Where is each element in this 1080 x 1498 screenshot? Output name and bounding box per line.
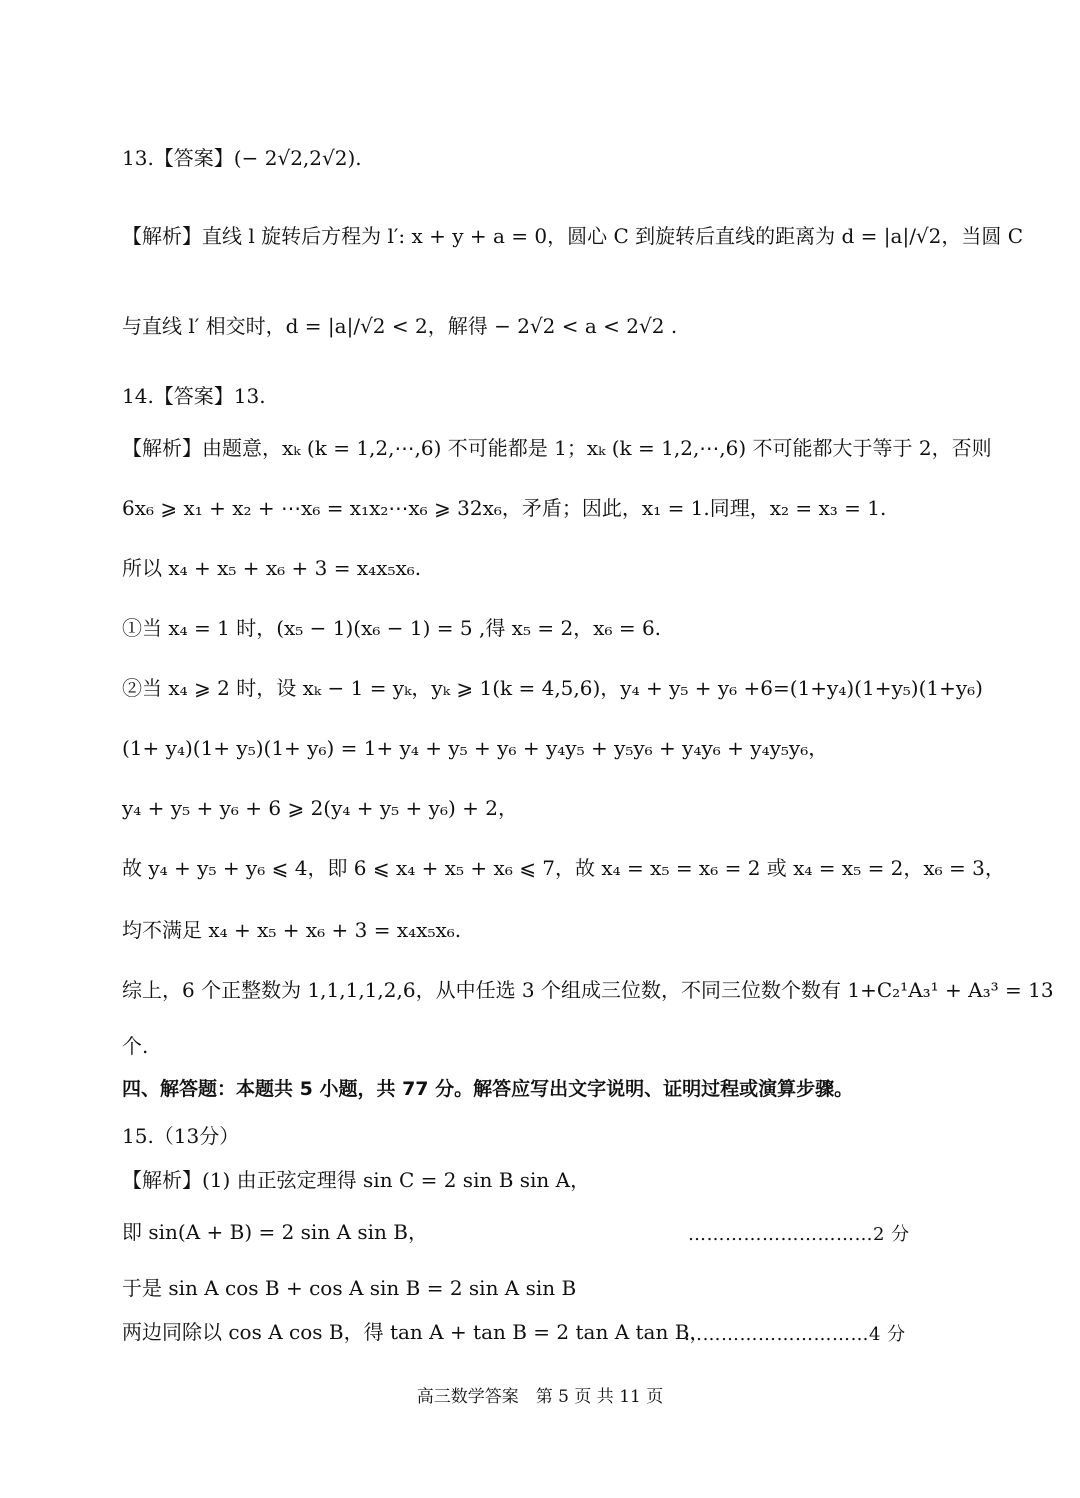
q13-explanation-line2: 与直线 l′ 相交时，d = |a|/√2 < 2，解得 − 2√2 < a < 2√2 .: [122, 314, 678, 338]
q13-explanation-line1: 【解析】直线 l 旋转后方程为 l′: x + y + a = 0，圆心 C 到旋转后直线的距离为 d = |a|/√2，当圆 C: [122, 224, 1024, 248]
q14-explanation-line2: 6x₆ ⩾ x₁ + x₂ + ⋯x₆ = x₁x₂⋯x₆ ⩾ 32x₆，矛盾；因此，x₁ = 1.同理，x₂ = x₃ = 1.: [122, 496, 887, 520]
q14-explanation-line3: 所以 x₄ + x₅ + x₆ + 3 = x₄x₅x₆.: [122, 556, 422, 580]
section-heading: 四、解答题：本题共 5 小题，共 77 分。解答应写出文字说明、证明过程或演算步骤。: [122, 1078, 854, 1100]
q14-inequality: y₄ + y₅ + y₆ + 6 ⩾ 2(y₄ + y₅ + y₆) + 2，: [122, 796, 518, 820]
q15-step1: 【解析】(1) 由正弦定理得 sin C = 2 sin B sin A，: [122, 1168, 591, 1192]
q15-step3: 于是 sin A cos B + cos A sin B = 2 sin A sin B: [122, 1276, 577, 1300]
q15-step2: 即 sin(A + B) = 2 sin A sin B，: [122, 1220, 428, 1244]
q14-case1: ①当 x₄ = 1 时，(x₅ − 1)(x₆ − 1) = 5 ,得 x₅ = 2，x₆ = 6.: [122, 616, 662, 640]
q14-bound: 故 y₄ + y₅ + y₆ ⩽ 4，即 6 ⩽ x₄ + x₅ + x₆ ⩽ 7，故 x₄ = x₅ = x₆ = 2 或 x₄ = x₅ = 2，x₆ = 3，: [122, 856, 1005, 880]
q14-explanation-line1: 【解析】由题意，xₖ (k = 1,2,⋯,6) 不可能都是 1；xₖ (k = 1,2,⋯,6) 不可能都大于等于 2，否则: [122, 436, 992, 460]
q14-answer: 14.【答案】13.: [122, 384, 266, 408]
score-mark-2: …………………………2 分: [688, 1224, 910, 1245]
page-footer: 高三数学答案 第 5 页 共 11 页: [416, 1387, 664, 1407]
q14-not-satisfied: 均不满足 x₄ + x₅ + x₆ + 3 = x₄x₅x₆.: [122, 918, 462, 942]
q13-answer: 13.【答案】(− 2√2,2√2).: [122, 146, 362, 170]
q15-header: 15.（13分）: [122, 1124, 240, 1148]
q14-conclusion: 综上，6 个正整数为 1,1,1,1,2,6，从中任选 3 个组成三位数，不同三位数个数有 1+C₂¹A₃¹ + A₃³ = 13: [122, 978, 1054, 1002]
q14-case2: ②当 x₄ ⩾ 2 时，设 xₖ − 1 = yₖ，yₖ ⩾ 1(k = 4,5,6)，y₄ + y₅ + y₆ +6=(1+y₄)(1+y₅)(1+y₆): [122, 676, 983, 700]
q15-step4: 两边同除以 cos A cos B，得 tan A + tan B = 2 tan A tan B，: [122, 1320, 710, 1344]
score-mark-4: …………………………4 分: [684, 1324, 906, 1345]
q14-expansion: (1+ y₄)(1+ y₅)(1+ y₆) = 1+ y₄ + y₅ + y₆ + y₄y₅ + y₅y₆ + y₄y₆ + y₄y₅y₆，: [122, 736, 829, 760]
q14-conclusion-end: 个.: [122, 1034, 149, 1058]
